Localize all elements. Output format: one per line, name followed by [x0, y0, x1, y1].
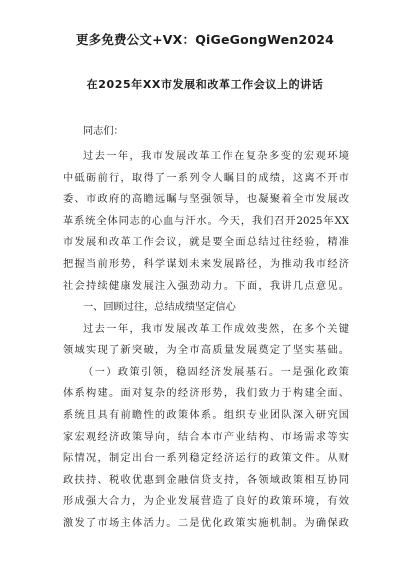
text-line: 委、市政府的高瞻远瞩与坚强领导，也凝聚着全市发展改: [63, 194, 349, 206]
document-title: 在2025年XX市发展和改革工作会议上的讲话: [86, 78, 324, 91]
paragraph-2-first-line: [83, 319, 349, 341]
text-line: 激发了市场主体活力。二是优化政策实施机制。为确保政: [63, 517, 349, 529]
promo-banner: 更多免费公文+VX：QiGeGongWen2024: [75, 32, 335, 47]
text-line: 市发展和改革工作会议，就是要全面总结过往经验，精准: [63, 237, 349, 249]
section-heading-1: [83, 297, 349, 319]
text-line: 政扶持、税收优惠到金融信贷支持，各领域政策相互协同: [63, 474, 349, 486]
salutation: 同志们：: [83, 126, 124, 137]
section-heading: 一、回顾过往，总结成绩坚定信心: [83, 302, 236, 313]
text-line: 系统且具有前瞻性的政策体系。组织专业团队深入研究国: [63, 409, 349, 421]
text-line: 领域实现了新突破，为全市高质量发展奠定了坚实基础。: [63, 345, 349, 357]
text-line: 际情况，制定出台一系列稳定经济运行的政策文件。从财: [63, 453, 349, 465]
text-line: 体系构建。面对复杂的经济形势，我们致力于构建全面、: [63, 388, 349, 400]
text-line: 社会持续健康发展注入强劲动力。下面，我讲几点意见。: [63, 280, 349, 292]
text-line: 过去一年，我市发展改革工作在复杂多变的宏观环境: [83, 151, 349, 162]
text-line: 中砥砺前行，取得了一系列令人瞩目的成绩，这离不开市: [63, 172, 349, 184]
paragraph-1-first-line: [83, 146, 349, 168]
text-line: 革系统全体同志的心血与汗水。今天，我们召开2025年XX: [63, 215, 349, 227]
text-line: 过去一年，我市发展改革工作成效斐然，在多个关键: [83, 323, 349, 335]
text-line: （一）政策引领，稳固经济发展基石。一是强化政策: [83, 366, 349, 378]
paragraph-1-body: [63, 168, 349, 298]
paragraph-3-body: [63, 383, 349, 534]
paragraph-3-first-line: [83, 362, 349, 384]
paragraph-2-body: [63, 340, 349, 362]
text-line: 形成强大合力，为企业发展营造了良好的政策环境，有效: [63, 496, 349, 508]
text-line: 家宏观经济政策导向，结合本市产业结构、市场需求等实: [63, 431, 349, 443]
text-line: 把握当前形势，科学谋划未来发展路径，为推动我市经济: [63, 258, 349, 270]
